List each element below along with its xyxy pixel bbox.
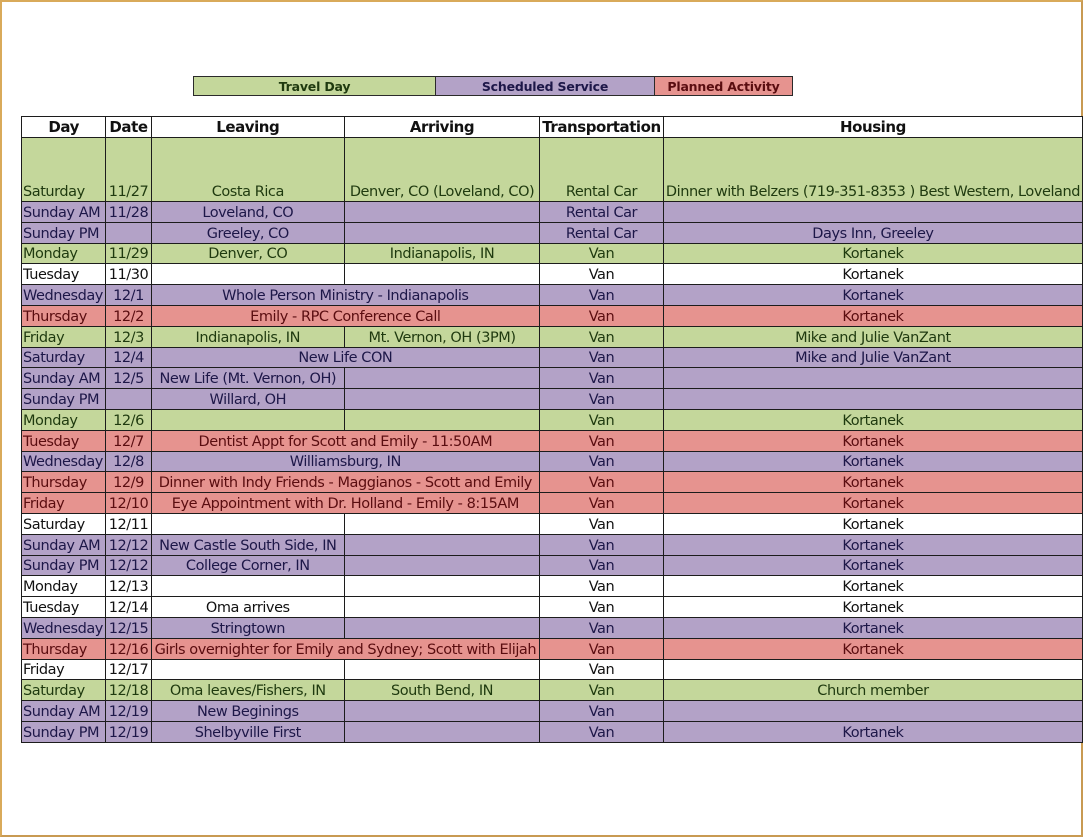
day-cell: Sunday PM: [22, 721, 106, 742]
arriving-cell: [345, 701, 540, 722]
arriving-cell: [345, 202, 540, 223]
day-cell: Wednesday: [22, 617, 106, 638]
arriving-cell: [345, 659, 540, 680]
leaving-cell: Oma leaves/Fishers, IN: [151, 680, 344, 701]
leaving-cell: [151, 264, 344, 285]
housing-cell: Kortanek: [663, 430, 1082, 451]
leaving-cell: New Beginings: [151, 701, 344, 722]
day-cell: Sunday AM: [22, 368, 106, 389]
housing-cell: Kortanek: [663, 597, 1082, 618]
transportation-cell: Rental Car: [540, 222, 664, 243]
table-row: [22, 597, 1083, 618]
leaving-cell: [151, 513, 344, 534]
housing-cell: Kortanek: [663, 617, 1082, 638]
transportation-cell: Van: [540, 430, 664, 451]
table-row: [22, 368, 1083, 389]
legend-travel: Travel Day: [194, 77, 435, 95]
table-row: [22, 138, 1083, 202]
day-cell: Sunday AM: [22, 534, 106, 555]
leaving-cell: [151, 659, 344, 680]
arriving-cell: Indianapolis, IN: [345, 243, 540, 264]
table-row: [22, 389, 1083, 410]
leaving-cell: Stringtown: [151, 617, 344, 638]
transportation-cell: Van: [540, 305, 664, 326]
transportation-cell: Van: [540, 555, 664, 576]
table-row: [22, 721, 1083, 742]
table-row: [22, 701, 1083, 722]
header-housing: Housing: [663, 117, 1082, 138]
transportation-cell: Van: [540, 493, 664, 514]
table-row: [22, 555, 1083, 576]
day-cell: Sunday AM: [22, 202, 106, 223]
leaving-cell: Willard, OH: [151, 389, 344, 410]
transportation-cell: Van: [540, 597, 664, 618]
leaving-cell: [151, 576, 344, 597]
date-cell: 12/12: [106, 555, 151, 576]
leaving-cell: College Corner, IN: [151, 555, 344, 576]
header-date: Date: [106, 117, 151, 138]
day-cell: Saturday: [22, 347, 106, 368]
table-row: [22, 430, 1083, 451]
leaving-cell: Loveland, CO: [151, 202, 344, 223]
transportation-cell: Van: [540, 576, 664, 597]
transportation-cell: Van: [540, 513, 664, 534]
arriving-cell: [345, 555, 540, 576]
housing-cell: [663, 659, 1082, 680]
date-cell: 12/2: [106, 305, 151, 326]
leaving-cell: Costa Rica: [151, 138, 344, 202]
legend-service: Scheduled Service: [435, 77, 654, 95]
day-cell: Wednesday: [22, 451, 106, 472]
table-row: [22, 243, 1083, 264]
date-cell: 12/8: [106, 451, 151, 472]
table-row: [22, 409, 1083, 430]
housing-cell: [663, 202, 1082, 223]
transportation-cell: Van: [540, 617, 664, 638]
arriving-cell: [345, 389, 540, 410]
housing-cell: [663, 701, 1082, 722]
transportation-cell: Van: [540, 389, 664, 410]
event-cell: Emily - RPC Conference Call: [151, 305, 539, 326]
arriving-cell: [345, 409, 540, 430]
event-cell: Williamsburg, IN: [151, 451, 539, 472]
housing-cell: Kortanek: [663, 451, 1082, 472]
day-cell: Sunday PM: [22, 555, 106, 576]
event-cell: Whole Person Ministry - Indianapolis: [151, 285, 539, 306]
leaving-cell: Indianapolis, IN: [151, 326, 344, 347]
day-cell: Saturday: [22, 138, 106, 202]
day-cell: Friday: [22, 659, 106, 680]
housing-cell: Kortanek: [663, 243, 1082, 264]
leaving-cell: Denver, CO: [151, 243, 344, 264]
table-row: [22, 472, 1083, 493]
transportation-cell: Van: [540, 409, 664, 430]
day-cell: Monday: [22, 409, 106, 430]
leaving-cell: [151, 409, 344, 430]
table-row: [22, 305, 1083, 326]
date-cell: [106, 222, 151, 243]
header-leaving: Leaving: [151, 117, 344, 138]
housing-cell: Kortanek: [663, 721, 1082, 742]
table-row: [22, 222, 1083, 243]
leaving-cell: Greeley, CO: [151, 222, 344, 243]
day-cell: Thursday: [22, 472, 106, 493]
day-cell: Saturday: [22, 513, 106, 534]
date-cell: 12/6: [106, 409, 151, 430]
housing-cell: Kortanek: [663, 513, 1082, 534]
transportation-cell: Van: [540, 680, 664, 701]
leaving-cell: New Life (Mt. Vernon, OH): [151, 368, 344, 389]
date-cell: 12/11: [106, 513, 151, 534]
housing-cell: Kortanek: [663, 409, 1082, 430]
day-cell: Wednesday: [22, 285, 106, 306]
date-cell: 12/19: [106, 701, 151, 722]
event-cell: Dentist Appt for Scott and Emily - 11:50AM: [151, 430, 539, 451]
date-cell: 12/10: [106, 493, 151, 514]
date-cell: 12/12: [106, 534, 151, 555]
housing-cell: Kortanek: [663, 305, 1082, 326]
header-arriving: Arriving: [345, 117, 540, 138]
day-cell: Saturday: [22, 680, 106, 701]
arriving-cell: [345, 222, 540, 243]
transportation-cell: Van: [540, 285, 664, 306]
housing-cell: Church member: [663, 680, 1082, 701]
table-row: [22, 659, 1083, 680]
day-cell: Sunday AM: [22, 701, 106, 722]
leaving-cell: Oma arrives: [151, 597, 344, 618]
table-row: [22, 264, 1083, 285]
date-cell: 12/3: [106, 326, 151, 347]
transportation-cell: Van: [540, 638, 664, 659]
day-cell: Sunday PM: [22, 389, 106, 410]
arriving-cell: [345, 368, 540, 389]
day-cell: Monday: [22, 576, 106, 597]
housing-cell: Kortanek: [663, 472, 1082, 493]
housing-cell: Kortanek: [663, 555, 1082, 576]
transportation-cell: Van: [540, 659, 664, 680]
housing-cell: Mike and Julie VanZant: [663, 347, 1082, 368]
table-row: [22, 638, 1083, 659]
transportation-cell: Van: [540, 264, 664, 285]
arriving-cell: [345, 534, 540, 555]
housing-cell: Dinner with Belzers (719-351-8353 ) Best Western, Loveland: [663, 138, 1082, 202]
housing-cell: Mike and Julie VanZant: [663, 326, 1082, 347]
housing-cell: [663, 368, 1082, 389]
date-cell: 12/18: [106, 680, 151, 701]
header-transportation: Transportation: [540, 117, 664, 138]
arriving-cell: [345, 617, 540, 638]
day-cell: Tuesday: [22, 597, 106, 618]
arriving-cell: Denver, CO (Loveland, CO): [345, 138, 540, 202]
date-cell: 12/15: [106, 617, 151, 638]
leaving-cell: New Castle South Side, IN: [151, 534, 344, 555]
date-cell: 12/4: [106, 347, 151, 368]
day-cell: Monday: [22, 243, 106, 264]
date-cell: 12/1: [106, 285, 151, 306]
table-row: [22, 347, 1083, 368]
arriving-cell: [345, 597, 540, 618]
table-row: [22, 513, 1083, 534]
housing-cell: Kortanek: [663, 285, 1082, 306]
transportation-cell: Van: [540, 368, 664, 389]
arriving-cell: [345, 576, 540, 597]
date-cell: 11/28: [106, 202, 151, 223]
travel-schedule-table: [21, 116, 1083, 743]
event-cell: Eye Appointment with Dr. Holland - Emily - 8:15AM: [151, 493, 539, 514]
header-day: Day: [22, 117, 106, 138]
housing-cell: Kortanek: [663, 264, 1082, 285]
transportation-cell: Van: [540, 472, 664, 493]
date-cell: 12/19: [106, 721, 151, 742]
arriving-cell: South Bend, IN: [345, 680, 540, 701]
date-cell: [106, 389, 151, 410]
transportation-cell: Van: [540, 701, 664, 722]
day-cell: Thursday: [22, 638, 106, 659]
table-row: [22, 326, 1083, 347]
table-row: [22, 576, 1083, 597]
transportation-cell: Van: [540, 326, 664, 347]
table-row: [22, 680, 1083, 701]
date-cell: 12/13: [106, 576, 151, 597]
transportation-cell: Van: [540, 451, 664, 472]
arriving-cell: [345, 513, 540, 534]
housing-cell: Kortanek: [663, 576, 1082, 597]
event-cell: Girls overnighter for Emily and Sydney; Scott with Elijah: [151, 638, 539, 659]
color-legend: [193, 76, 793, 96]
date-cell: 12/9: [106, 472, 151, 493]
table-row: [22, 493, 1083, 514]
table-row: [22, 534, 1083, 555]
event-cell: New Life CON: [151, 347, 539, 368]
date-cell: 11/29: [106, 243, 151, 264]
date-cell: 12/7: [106, 430, 151, 451]
date-cell: 11/27: [106, 138, 151, 202]
housing-cell: Kortanek: [663, 534, 1082, 555]
transportation-cell: Van: [540, 243, 664, 264]
housing-cell: Kortanek: [663, 638, 1082, 659]
table-row: [22, 617, 1083, 638]
date-cell: 12/16: [106, 638, 151, 659]
transportation-cell: Rental Car: [540, 202, 664, 223]
housing-cell: Days Inn, Greeley: [663, 222, 1082, 243]
table-row: [22, 202, 1083, 223]
day-cell: Tuesday: [22, 430, 106, 451]
date-cell: 12/17: [106, 659, 151, 680]
date-cell: 12/14: [106, 597, 151, 618]
transportation-cell: Van: [540, 534, 664, 555]
header-row: [22, 117, 1083, 138]
leaving-cell: Shelbyville First: [151, 721, 344, 742]
transportation-cell: Van: [540, 721, 664, 742]
legend-activity: Planned Activity: [654, 77, 792, 95]
transportation-cell: Van: [540, 347, 664, 368]
transportation-cell: Rental Car: [540, 138, 664, 202]
day-cell: Tuesday: [22, 264, 106, 285]
table-row: [22, 285, 1083, 306]
date-cell: 11/30: [106, 264, 151, 285]
event-cell: Dinner with Indy Friends - Maggianos - Scott and Emily: [151, 472, 539, 493]
arriving-cell: [345, 264, 540, 285]
date-cell: 12/5: [106, 368, 151, 389]
day-cell: Friday: [22, 326, 106, 347]
table-row: [22, 451, 1083, 472]
day-cell: Thursday: [22, 305, 106, 326]
arriving-cell: Mt. Vernon, OH (3PM): [345, 326, 540, 347]
housing-cell: [663, 389, 1082, 410]
housing-cell: Kortanek: [663, 493, 1082, 514]
day-cell: Friday: [22, 493, 106, 514]
arriving-cell: [345, 721, 540, 742]
day-cell: Sunday PM: [22, 222, 106, 243]
